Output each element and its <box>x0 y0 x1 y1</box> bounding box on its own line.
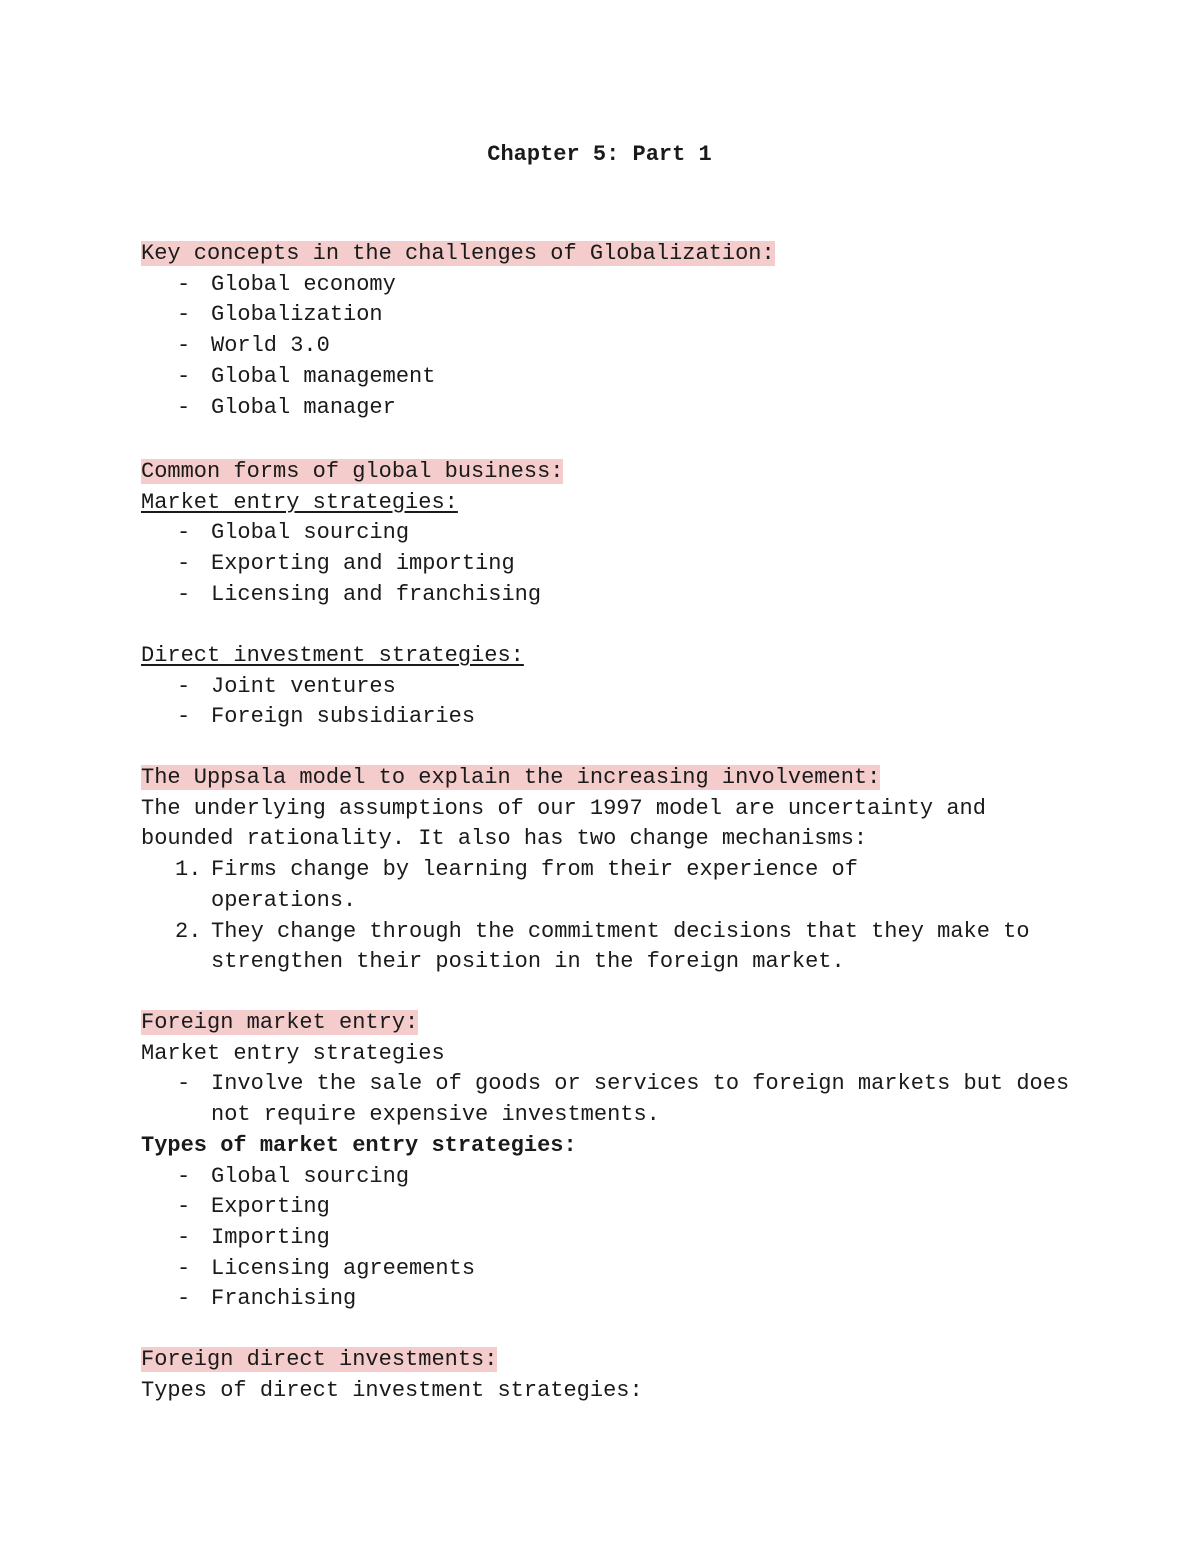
uppsala-list <box>141 855 1061 978</box>
dash-marker: - <box>177 1194 191 1220</box>
market-entry-description <box>141 1069 1076 1130</box>
dash-marker: - <box>177 673 191 699</box>
dash-marker: - <box>177 1224 191 1250</box>
dash-marker: - <box>177 271 191 297</box>
dash-marker: - <box>177 1255 191 1281</box>
section-heading: Common forms of global business: <box>141 459 564 484</box>
section-heading: The Uppsala model to explain the increasing involvement: <box>141 765 881 790</box>
direct-investment-list <box>141 672 1081 733</box>
list-item: - Global sourcing <box>141 518 1081 549</box>
dash-marker: - <box>177 302 191 328</box>
section-foreign-market-entry <box>141 1008 1081 1315</box>
list-item: - Licensing and franchising <box>141 580 1081 611</box>
direct-investment-label: Direct investment strategies: <box>141 643 524 668</box>
section-key-concepts <box>141 239 1081 423</box>
section-uppsala <box>141 763 1081 978</box>
dash-marker: - <box>177 520 191 546</box>
key-concepts-list <box>141 270 1081 424</box>
section-heading: Key concepts in the challenges of Globalization: <box>141 241 775 266</box>
dash-marker: - <box>177 551 191 577</box>
fdi-subheading: Types of direct investment strategies: <box>141 1377 643 1403</box>
list-item: - Globalization <box>141 300 1081 331</box>
section-direct-investment <box>141 641 1081 733</box>
list-item: 1. Firms change by learning from their experience of operations. <box>175 857 858 913</box>
list-item: - Licensing agreements <box>141 1254 1081 1285</box>
dash-marker: - <box>177 704 191 730</box>
list-item: - Exporting <box>141 1192 1081 1223</box>
list-item: - Global sourcing <box>141 1162 1081 1193</box>
section-heading: Foreign market entry: <box>141 1010 419 1035</box>
list-item: - Exporting and importing <box>141 549 1081 580</box>
dash-marker: - <box>177 394 191 420</box>
list-item: - Joint ventures <box>141 672 1081 703</box>
market-entry-list <box>141 518 1081 610</box>
list-item: - Global manager <box>141 393 1081 424</box>
dash-marker: - <box>177 1071 191 1097</box>
dash-marker: - <box>177 581 191 607</box>
list-item: - Global management <box>141 362 1081 393</box>
dash-marker: - <box>177 363 191 389</box>
number-marker: 2. <box>175 918 202 944</box>
list-item: - Involve the sale of goods or services to foreign markets but does not require expensive investments. <box>177 1071 1070 1128</box>
uppsala-paragraph: The underlying assumptions of our 1997 model are uncertainty and bounded rationality. It also has two change mechanisms: <box>141 795 1000 852</box>
dash-marker: - <box>177 1286 191 1312</box>
list-item: 2. They change through the commitment decisions that they make to strengthen their position in the foreign market. <box>175 918 1030 975</box>
list-item: - Global economy <box>141 270 1081 301</box>
section-heading: Foreign direct investments: <box>141 1347 498 1372</box>
number-marker: 1. <box>175 857 202 883</box>
market-entry-subheading: Market entry strategies <box>141 1040 445 1066</box>
market-entry-label: Market entry strategies: <box>141 489 458 515</box>
types-label: Types of market entry strategies: <box>141 1132 577 1158</box>
section-common-forms <box>141 457 1081 611</box>
list-item: - World 3.0 <box>141 331 1081 362</box>
list-item: - Foreign subsidiaries <box>141 702 1081 733</box>
list-item: - Importing <box>141 1223 1081 1254</box>
list-item: - Franchising <box>141 1284 1081 1315</box>
dash-marker: - <box>177 333 191 359</box>
page-title: Chapter 5: Part 1 <box>487 142 712 167</box>
section-fdi <box>141 1345 1081 1406</box>
types-list <box>141 1162 1081 1316</box>
dash-marker: - <box>177 1163 191 1189</box>
